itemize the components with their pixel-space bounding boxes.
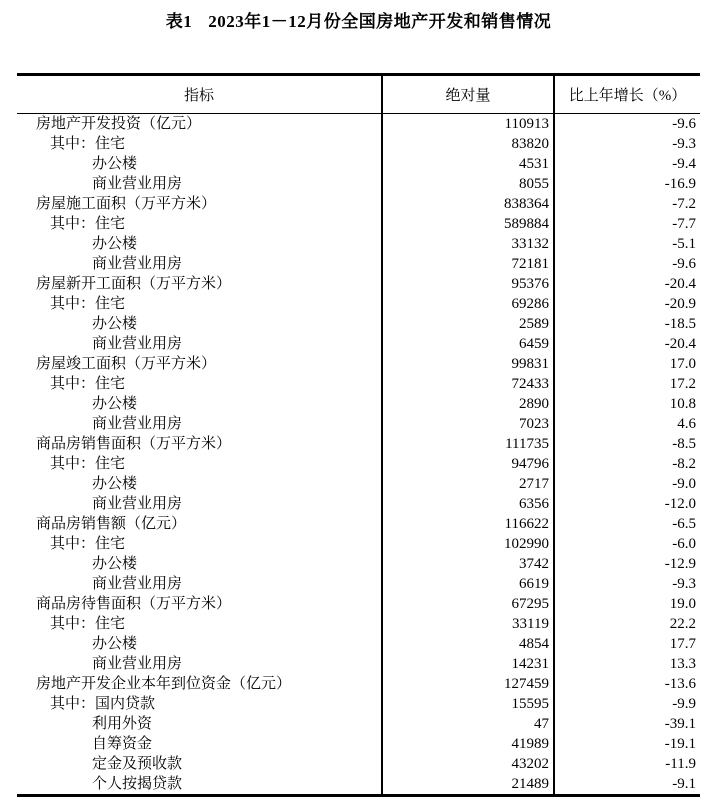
absolute-value-cell: 72433 (383, 374, 555, 394)
absolute-value-cell: 8055 (383, 174, 555, 194)
growth-cell: -7.7 (672, 216, 696, 232)
growth-cell: -18.5 (664, 316, 696, 332)
table-row (17, 774, 700, 794)
indicator-cell: 商业营业用房 (17, 414, 383, 434)
indicator-cell: 办公楼 (17, 314, 383, 334)
absolute-value-cell: 6459 (383, 334, 555, 354)
indicator-cell: 个人按揭贷款 (17, 774, 383, 794)
indicator-cell: 其中：住宅 (17, 614, 383, 634)
indicator-cell: 商品房销售面积（万平方米） (17, 434, 383, 454)
indicator-cell: 其中：住宅 (17, 374, 383, 394)
indicator-cell: 办公楼 (17, 154, 383, 174)
growth-cell: -9.3 (672, 136, 696, 152)
table-header-row (17, 76, 700, 114)
growth-cell: 17.2 (669, 376, 696, 392)
growth-cell: 22.2 (669, 616, 696, 632)
table-row (17, 594, 700, 614)
growth-cell: -9.9 (672, 696, 696, 712)
growth-cell: 17.0 (669, 356, 696, 372)
indicator-cell: 商业营业用房 (17, 334, 383, 354)
absolute-value-cell: 69286 (383, 294, 555, 314)
growth-cell: 17.7 (669, 636, 696, 652)
table-row (17, 294, 700, 314)
growth-cell: -8.2 (672, 456, 696, 472)
growth-cell: -13.6 (664, 676, 696, 692)
indicator-cell: 商业营业用房 (17, 254, 383, 274)
table-row (17, 414, 700, 434)
absolute-value-cell: 6619 (383, 574, 555, 594)
table-row (17, 714, 700, 734)
absolute-value-cell: 589884 (383, 214, 555, 234)
growth-cell: -9.4 (672, 156, 696, 172)
absolute-value-cell: 4531 (383, 154, 555, 174)
growth-cell: -39.1 (664, 716, 696, 732)
indicator-cell: 房地产开发投资（亿元） (17, 114, 383, 134)
absolute-value-cell: 83820 (383, 134, 555, 154)
growth-cell: 13.3 (669, 656, 696, 672)
indicator-cell: 办公楼 (17, 234, 383, 254)
growth-cell: -12.9 (664, 556, 696, 572)
absolute-value-cell: 116622 (383, 514, 555, 534)
absolute-value-cell: 15595 (383, 694, 555, 714)
indicator-cell: 房地产开发企业本年到位资金（亿元） (17, 674, 383, 694)
table-row (17, 214, 700, 234)
indicator-cell: 其中：住宅 (17, 294, 383, 314)
table-number-label: 表1 (165, 12, 193, 31)
absolute-value-cell: 67295 (383, 594, 555, 614)
growth-cell: 19.0 (669, 596, 696, 612)
growth-cell: -9.6 (672, 116, 696, 132)
indicator-cell: 房屋施工面积（万平方米） (17, 194, 383, 214)
indicator-cell: 商品房销售额（亿元） (17, 514, 383, 534)
growth-cell: -7.2 (672, 196, 696, 212)
absolute-value-cell: 6356 (383, 494, 555, 514)
header-cell-growth: 比上年增长（%） (568, 88, 687, 104)
growth-cell: -9.6 (672, 256, 696, 272)
indicator-cell: 商业营业用房 (17, 174, 383, 194)
growth-cell: -11.9 (665, 756, 696, 772)
growth-cell: -16.9 (664, 176, 696, 192)
growth-cell: -12.0 (664, 496, 696, 512)
indicator-cell: 商业营业用房 (17, 654, 383, 674)
indicator-cell: 商品房待售面积（万平方米） (17, 594, 383, 614)
indicator-cell: 房屋竣工面积（万平方米） (17, 354, 383, 374)
absolute-value-cell: 102990 (383, 534, 555, 554)
page-title (0, 7, 717, 32)
indicator-cell: 办公楼 (17, 634, 383, 654)
table-row (17, 174, 700, 194)
absolute-value-cell: 33119 (383, 614, 555, 634)
table-body (17, 114, 700, 794)
indicator-cell: 商业营业用房 (17, 574, 383, 594)
table-row (17, 754, 700, 774)
growth-cell: -9.3 (672, 576, 696, 592)
indicator-cell: 其中：住宅 (17, 134, 383, 154)
table-row (17, 134, 700, 154)
absolute-value-cell: 7023 (383, 414, 555, 434)
indicator-cell: 房屋新开工面积（万平方米） (17, 274, 383, 294)
absolute-value-cell: 41989 (383, 734, 555, 754)
absolute-value-cell: 2717 (383, 474, 555, 494)
indicator-cell: 其中：住宅 (17, 534, 383, 554)
table-row (17, 274, 700, 294)
absolute-value-cell: 4854 (383, 634, 555, 654)
table-row (17, 254, 700, 274)
absolute-value-cell: 94796 (383, 454, 555, 474)
table-row (17, 494, 700, 514)
header-cell-absolute-value: 绝对量 (383, 76, 555, 113)
indicator-cell: 自筹资金 (17, 734, 383, 754)
growth-cell: -20.9 (664, 296, 696, 312)
absolute-value-cell: 127459 (383, 674, 555, 694)
table-row (17, 474, 700, 494)
growth-cell: -20.4 (664, 276, 696, 292)
header-cell-indicator: 指标 (17, 76, 383, 113)
table-row (17, 614, 700, 634)
table-row (17, 394, 700, 414)
indicator-cell: 商业营业用房 (17, 494, 383, 514)
growth-cell: -9.1 (672, 776, 696, 792)
growth-cell: -9.0 (672, 476, 696, 492)
table-row (17, 574, 700, 594)
table-title-text: 2023年1－12月份全国房地产开发和销售情况 (208, 12, 552, 31)
absolute-value-cell: 110913 (383, 114, 555, 134)
absolute-value-cell: 838364 (383, 194, 555, 214)
growth-cell: -19.1 (664, 736, 696, 752)
table-row (17, 314, 700, 334)
growth-cell: -8.5 (672, 436, 696, 452)
absolute-value-cell: 72181 (383, 254, 555, 274)
absolute-value-cell: 99831 (383, 354, 555, 374)
absolute-value-cell: 14231 (383, 654, 555, 674)
indicator-cell: 办公楼 (17, 474, 383, 494)
table-row (17, 654, 700, 674)
table-row (17, 114, 700, 134)
growth-cell: -5.1 (672, 236, 696, 252)
indicator-cell: 其中：国内贷款 (17, 694, 383, 714)
table-row (17, 634, 700, 654)
indicator-cell: 办公楼 (17, 394, 383, 414)
table-row (17, 154, 700, 174)
table-row (17, 434, 700, 454)
growth-cell: -6.5 (672, 516, 696, 532)
absolute-value-cell: 95376 (383, 274, 555, 294)
table-row (17, 514, 700, 534)
indicator-cell: 其中：住宅 (17, 214, 383, 234)
table-row (17, 554, 700, 574)
table-row (17, 534, 700, 554)
growth-cell: -20.4 (664, 336, 696, 352)
absolute-value-cell: 2589 (383, 314, 555, 334)
absolute-value-cell: 2890 (383, 394, 555, 414)
table-row (17, 194, 700, 214)
growth-cell: 4.6 (677, 416, 696, 432)
table-row (17, 734, 700, 754)
growth-cell: -6.0 (672, 536, 696, 552)
table-row (17, 234, 700, 254)
absolute-value-cell: 111735 (383, 434, 555, 454)
indicator-cell: 定金及预收款 (17, 754, 383, 774)
absolute-value-cell: 21489 (383, 774, 555, 794)
absolute-value-cell: 47 (383, 714, 555, 734)
table-row (17, 674, 700, 694)
table-row (17, 454, 700, 474)
table-row (17, 354, 700, 374)
real-estate-data-table (17, 73, 700, 797)
indicator-cell: 办公楼 (17, 554, 383, 574)
table-row (17, 374, 700, 394)
table-row (17, 694, 700, 714)
growth-cell: 10.8 (669, 396, 696, 412)
indicator-cell: 利用外资 (17, 714, 383, 734)
absolute-value-cell: 43202 (383, 754, 555, 774)
absolute-value-cell: 33132 (383, 234, 555, 254)
table-row (17, 334, 700, 354)
indicator-cell: 其中：住宅 (17, 454, 383, 474)
absolute-value-cell: 3742 (383, 554, 555, 574)
